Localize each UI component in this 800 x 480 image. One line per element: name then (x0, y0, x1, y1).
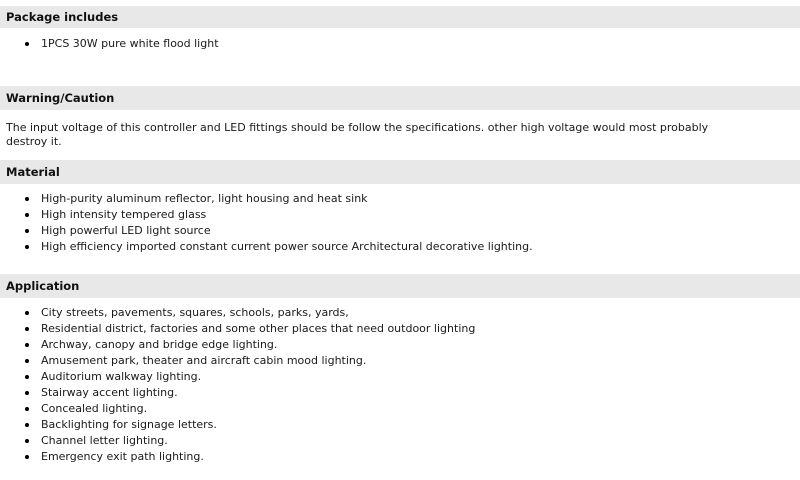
list-item: City streets, pavements, squares, schools, parks, yards, (0, 305, 800, 321)
bullet-icon (25, 197, 29, 201)
list-item: Archway, canopy and bridge edge lighting. (0, 337, 800, 353)
bullet-icon (25, 245, 29, 249)
list-item: High efficiency imported constant current power source Architectural decorative lighting. (0, 239, 800, 255)
list-item: Amusement park, theater and aircraft cabin mood lighting. (0, 353, 800, 369)
list-item: Emergency exit path lighting. (0, 449, 800, 465)
list-item: Residential district, factories and some other places that need outdoor lighting (0, 321, 800, 337)
section-header-warning (0, 86, 800, 110)
list-item: Backlighting for signage letters. (0, 417, 800, 433)
list-item: High powerful LED light source (0, 223, 800, 239)
material-list (0, 191, 800, 255)
bullet-icon (25, 455, 29, 459)
list-item: Concealed lighting. (0, 401, 800, 417)
section-title-package: Package includes (6, 10, 119, 24)
bullet-icon (25, 359, 29, 363)
section-body-material (0, 191, 800, 255)
bullet-icon (25, 42, 29, 46)
section-header-package (0, 6, 800, 28)
list-item: Stairway accent lighting. (0, 385, 800, 401)
list-item: High-purity aluminum reflector, light housing and heat sink (0, 191, 800, 207)
bullet-icon (25, 311, 29, 315)
section-body-application (0, 305, 800, 465)
section-body-warning (0, 121, 800, 149)
list-item: Channel letter lighting. (0, 433, 800, 449)
bullet-icon (25, 439, 29, 443)
bullet-icon (25, 213, 29, 217)
section-header-material (0, 160, 800, 184)
application-list (0, 305, 800, 465)
list-item: High intensity tempered glass (0, 207, 800, 223)
list-item: 1PCS 30W pure white flood light (0, 36, 800, 52)
bullet-icon (25, 375, 29, 379)
bullet-icon (25, 343, 29, 347)
bullet-icon (25, 229, 29, 233)
section-header-application (0, 274, 800, 298)
bullet-icon (25, 407, 29, 411)
package-list (0, 36, 800, 52)
bullet-icon (25, 423, 29, 427)
section-title-warning: Warning/Caution (6, 91, 115, 105)
warning-text: The input voltage of this controller and LED fittings should be follow the specifications. other high voltage would most probably destroy it. (6, 121, 709, 148)
bullet-icon (25, 327, 29, 331)
bullet-icon (25, 391, 29, 395)
section-title-material: Material (6, 165, 60, 179)
list-item: Auditorium walkway lighting. (0, 369, 800, 385)
section-title-application: Application (6, 279, 80, 293)
section-body-package (0, 36, 800, 52)
